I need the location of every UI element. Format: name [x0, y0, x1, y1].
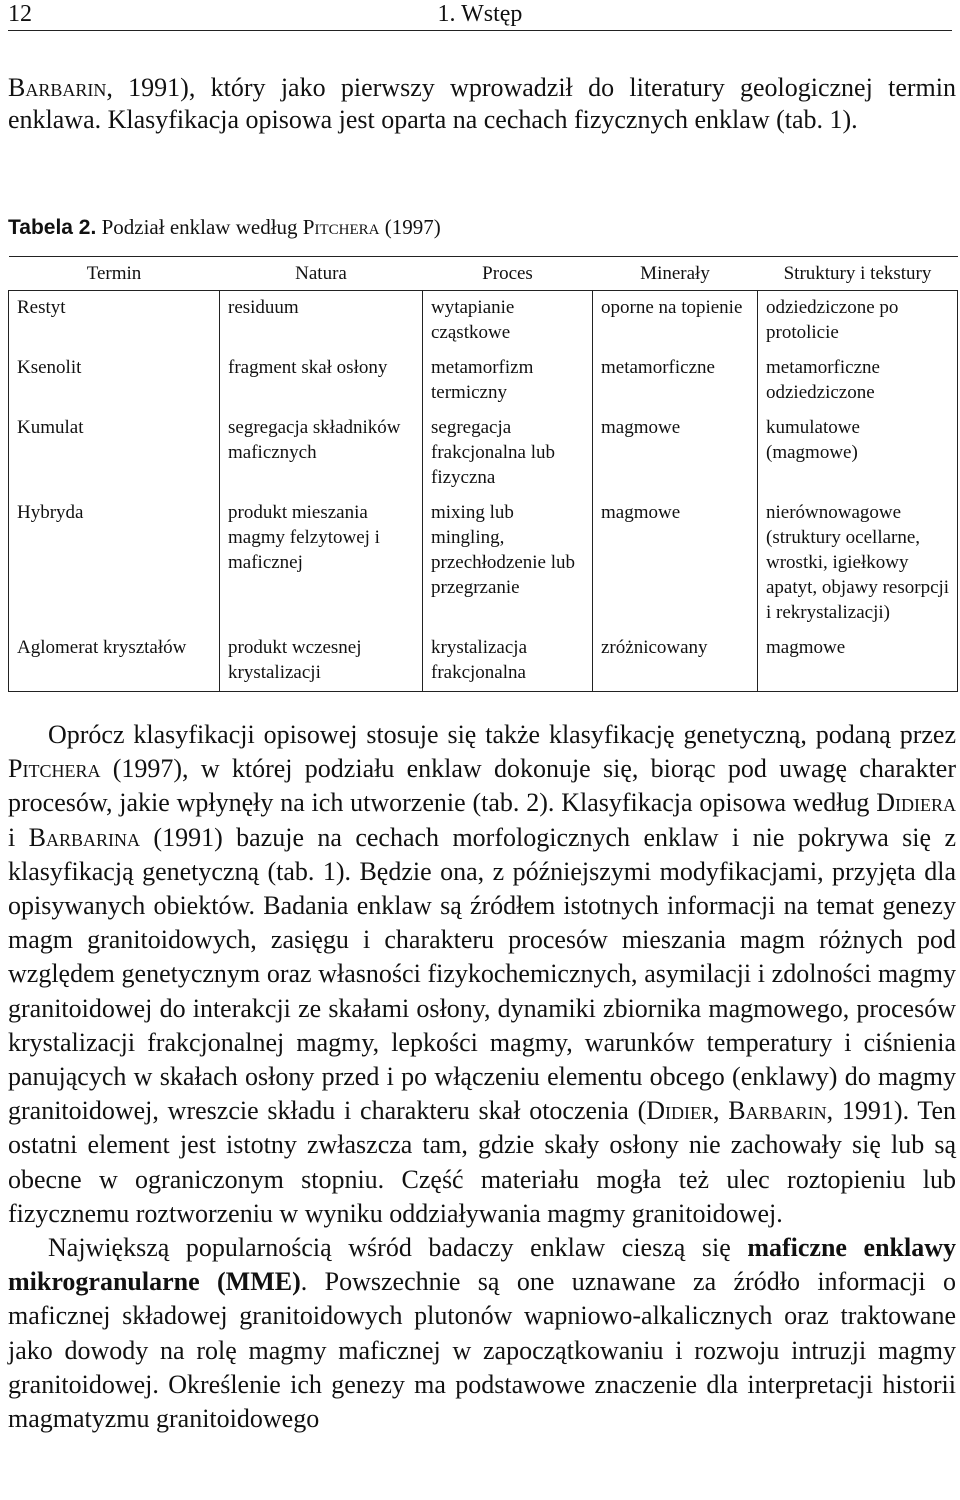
- table-caption-text: Podział enklaw według Pitchera (1997): [96, 215, 441, 239]
- enclave-classification-table: [8, 256, 958, 692]
- table-cell: nierównowagowe (struktury ocellarne, wrostki, igiełkowy apatyt, objawy resorpcji i rekrystalizacji): [758, 496, 958, 631]
- table-row: [9, 631, 958, 692]
- table-cell: metamorficzne: [593, 351, 758, 411]
- author-ref: Didiera: [876, 788, 956, 818]
- table-cell: segregacja frakcjonalna lub fizyczna: [423, 411, 593, 496]
- table-cell: magmowe: [758, 631, 958, 692]
- paragraph: Oprócz klasyfikacji opisowej stosuje się także klasyfikację genetyczną, podaną przez Pitchera (1997), w której podziału enklaw dokonuje się, biorąc pod uwagę charakter procesów, jakie wpłynęły na ich utworzenie (tab. 2). Klasyfikacja opisowa według Didiera i Barbarina (1991) bazuje na cechach morfologicznych enklaw i nie pokrywa się z klasyfikacją genetyczną (tab. 1). Będzie ona, z późniejszymi modyfikacjami, przyjęta dla opisywanych obiektów. Badania enklaw są źródłem istotnych informacji na temat genezy magm granitoidowych, zasięgu i charakteru procesów mieszania magm różnych pod względem genetycznym oraz własności fizykochemicznych, asymilacji i zdolności magmy granitoidowej do interakcji ze skałami osłony, dynamiki zbiornika magmowego, procesów krystalizacji frakcjonalnej magmy, lepkości magmy, warunków temperatury i ciśnienia panujących w skałach osłony przed i po włączeniu elementu obcego (enklawy) do magmy granitoidowej, wreszcie składu i charakteru skał otoczenia (Didier, Barbarin, 1991). Ten ostatni element jest istotny zwłaszcza tam, gdzie skały osłony nie zachowały się lub są obecne w ograniczonym stopniu. Część materiału mogła też ulec roztopieniu lub fizycznemu roztworzeniu w wyniku oddziaływania magmy granitoidowej.: [8, 720, 957, 1228]
- table-cell: wytapianie cząstkowe: [423, 291, 593, 352]
- page-number: 12: [8, 1, 32, 27]
- intro-paragraph: [8, 72, 956, 136]
- table-caption: [8, 215, 441, 240]
- table-header-row: [9, 257, 958, 291]
- table-cell: metamorfizm termiczny: [423, 351, 593, 411]
- table-cell: segregacja składników maficznych: [220, 411, 423, 496]
- table-cell: magmowe: [593, 411, 758, 496]
- table-label: Tabela 2.: [8, 216, 97, 239]
- paragraph: Największą popularnością wśród badaczy enklaw cieszą się maficzne enklawy mikrogranularne (MME). Powszechnie są one uznawane za źródło informacji o maficznej składowej granitoidowych plutonów wapniowo-alkalicznych oraz traktowane jako dowody na rolę magmy maficznej w zapoczątkowaniu i rozwoju intruzji magmy granitoidowej. Określenie ich genezy ma podstawowe znaczenie dla interpretacji historii magmatyzmu granitoidowego: [8, 1233, 957, 1434]
- table-cell: zróżnicowany: [593, 631, 758, 692]
- col-header-mineraly: Minerały: [593, 257, 758, 291]
- col-header-proces: Proces: [423, 257, 593, 291]
- chapter-title: 1. Wstęp: [437, 1, 523, 27]
- table-cell: produkt wczesnej krystalizacji: [220, 631, 423, 692]
- table-cell: kumulatowe (magmowe): [758, 411, 958, 496]
- table-cell: oporne na topienie: [593, 291, 758, 352]
- author-ref: Didier: [646, 1096, 714, 1126]
- table-cell: mixing lub mingling, przechłodzenie lub przegrzanie: [423, 496, 593, 631]
- table-cell: magmowe: [593, 496, 758, 631]
- table-row: [9, 351, 958, 411]
- col-header-struktury: Struktury i tekstury: [758, 257, 958, 291]
- table-cell: krystalizacja frakcjonalna: [423, 631, 593, 692]
- table-cell: Restyt: [9, 291, 220, 352]
- col-header-termin: Termin: [9, 257, 220, 291]
- table-cell: Aglomerat kryształów: [9, 631, 220, 692]
- table-row: [9, 496, 958, 631]
- table-cell: fragment skał osłony: [220, 351, 423, 411]
- intro-text: , 1991), który jako pierwszy wprowadził do literatury geologicznej termin enklawa. Klasyfikacja opisowa jest oparta na cechach fizycznych enklaw (tab. 1).: [8, 73, 956, 134]
- table-row: [9, 291, 958, 352]
- author-ref: Barbarin: [8, 73, 107, 102]
- table-row: [9, 411, 958, 496]
- table-cell: produkt mieszania magmy felzytowej i maficznej: [220, 496, 423, 631]
- table-cell: residuum: [220, 291, 423, 352]
- table-cell: metamorficzne odziedziczone: [758, 351, 958, 411]
- author-ref: Pitchera: [8, 754, 101, 784]
- table-cell: odziedziczone po protolicie: [758, 291, 958, 352]
- table-cell: Ksenolit: [9, 351, 220, 411]
- col-header-natura: Natura: [220, 257, 423, 291]
- emphasis-term: maficzne enklawy mikrogranularne (MME): [8, 1233, 956, 1297]
- author-ref: Pitchera: [302, 215, 380, 239]
- author-ref: Barbarina: [28, 822, 140, 852]
- author-ref: Barbarin: [728, 1096, 827, 1126]
- page-header: [8, 0, 952, 31]
- body-text: [8, 718, 956, 1436]
- table-cell: Kumulat: [9, 411, 220, 496]
- table-cell: Hybryda: [9, 496, 220, 631]
